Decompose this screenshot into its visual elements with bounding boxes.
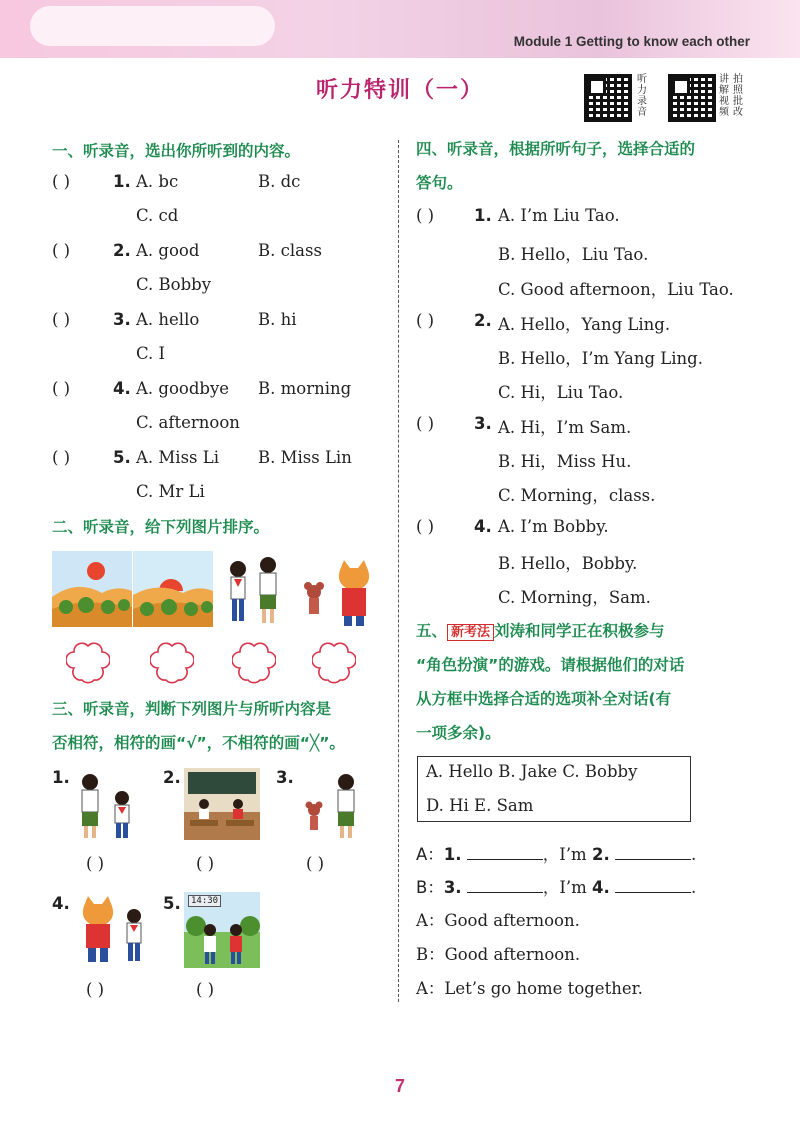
section5-heading-line4: 一项多余)。 [416,724,501,742]
picture-number: 4. [52,894,70,913]
speaker-label: A： [416,845,444,864]
item-number: 4. [474,517,492,536]
option-b: B. class [258,241,322,260]
picture-sunset-landscape [52,551,132,627]
module-title: Module 1 Getting to know each other [513,34,750,49]
order-answer-flower[interactable] [66,640,110,684]
order-answer-flower[interactable] [312,640,356,684]
answer-paren[interactable]: ( ) [52,379,71,398]
picture-mouse-and-girl [300,770,368,840]
item-number: 2. [113,241,131,260]
dialogue-line-4: B：Good afternoon. [416,945,581,964]
dialogue-line-3: A：Good afternoon. [416,911,580,930]
answer-blank[interactable] [467,843,543,860]
option-a: A. Miss Li [136,448,219,467]
option-b: B. Hi，Miss Hu. [498,452,632,471]
option-c: C. cd [136,206,179,225]
picture-classroom [184,768,260,840]
options-row2: D. Hi E. Sam [426,796,534,815]
item-number: 1. [113,172,131,191]
options-row1: A. Hello B. Jake C. Bobby [426,762,638,781]
picture-sunrise-landscape [133,551,213,627]
judge-paren[interactable]: ( ) [196,854,215,873]
qr-label-photo: 拍 照 批 改 [733,74,743,118]
page-title: 听力特训（一） [315,78,484,103]
option-a: A. Hi，I’m Sam. [498,418,632,437]
option-c: C. Good afternoon，Liu Tao. [498,280,734,299]
option-a: A. I’m Liu Tao. [498,206,620,225]
answer-paren[interactable]: ( ) [416,206,435,225]
answer-paren[interactable]: ( ) [416,414,435,433]
dialogue-text: ，I’m [542,845,587,864]
item-number: 3. [474,414,492,433]
blank-number: 4. [592,878,610,897]
judge-paren[interactable]: ( ) [86,854,105,873]
header-pill [30,6,275,46]
option-c: C. Morning，class. [498,486,656,505]
order-answer-flower[interactable] [232,640,276,684]
blank-number: 3. [443,878,462,897]
answer-paren[interactable]: ( ) [52,241,71,260]
qr-label-listening: 听 力 录 音 [637,74,647,118]
blank-number: 2. [591,845,610,864]
answer-paren[interactable]: ( ) [416,311,435,330]
picture-number: 5. [163,894,181,913]
dialogue-line-5: A：Let’s go home together. [416,979,643,998]
new-format-tag: 新考法 [447,624,494,641]
option-a: A. Hello，Yang Ling. [498,315,671,334]
dialogue-text: ，I’m [542,878,587,897]
option-a: A. goodbye [136,379,230,398]
option-b: B. morning [258,379,352,398]
order-answer-flower[interactable] [150,640,194,684]
item-number: 5. [113,448,131,467]
page-number: 7 [394,1076,405,1096]
item-number: 1. [474,206,492,225]
answer-blank[interactable] [615,843,691,860]
dialogue-line-2: B：3. ，I’m 4. . [416,878,697,897]
section2-heading: 二、听录音，给下列图片排序。 [52,518,270,536]
picture-girl-and-boy [72,770,144,840]
section3-heading-line1: 三、听录音，判断下列图片与所听内容是 [52,700,332,718]
qr-code-video[interactable] [668,74,716,122]
option-c: C. Bobby [136,275,212,294]
picture-number: 1. [52,768,70,787]
section5-heading-line2: “角色扮演”的游戏。请根据他们的对话 [416,656,685,674]
answer-paren[interactable]: ( ) [52,172,71,191]
qr-label-video: 讲 解 视 频 [719,74,729,118]
picture-mouse-and-cat [296,556,376,628]
option-b: B. Hello，I’m Yang Ling. [498,349,703,368]
item-number: 3. [113,310,131,329]
answer-paren[interactable]: ( ) [416,517,435,536]
speaker-label: B： [416,878,444,897]
option-a: A. bc [136,172,179,191]
item-number: 4. [113,379,131,398]
answer-paren[interactable]: ( ) [52,310,71,329]
answer-paren[interactable]: ( ) [52,448,71,467]
option-c: C. afternoon [136,413,240,432]
option-b: B. Hello，Bobby. [498,554,638,573]
option-c: C. Hi，Liu Tao. [498,383,624,402]
clock-display: 14:30 [188,895,221,907]
picture-two-children [216,553,292,627]
section5-prefix: 五、 [416,622,448,640]
section3-heading-line2: 否相符，相符的画“√”，不相符的画“╳”。 [52,734,345,752]
option-a: A. hello [136,310,200,329]
option-b: B. Hello，Liu Tao. [498,245,649,264]
option-c: C. Morning，Sam. [498,588,651,607]
column-divider [398,140,399,1002]
option-b: B. Miss Lin [258,448,352,467]
section1-heading: 一、听录音，选出你所听到的内容。 [52,142,301,160]
judge-paren[interactable]: ( ) [306,854,325,873]
judge-paren[interactable]: ( ) [196,980,215,999]
section5-heading-line1 [416,616,665,648]
picture-number: 2. [163,768,181,787]
option-a: A. good [136,241,200,260]
option-c: C. Mr Li [136,482,205,501]
option-b: B. dc [258,172,301,191]
answer-blank[interactable] [467,876,543,893]
section4-heading-line2: 答句。 [416,174,463,192]
judge-paren[interactable]: ( ) [86,980,105,999]
blank-number: 1. [443,845,462,864]
section4-heading-line1: 四、听录音，根据所听句子，选择合适的 [416,140,696,158]
section5-line1-text: 刘涛和同学正在积极参与 [494,622,665,640]
option-c: C. I [136,344,166,363]
dialogue-line-1: A：1. ，I’m 2. . [416,845,697,864]
qr-code-listening[interactable] [584,74,632,122]
item-number: 2. [474,311,492,330]
option-b: B. hi [258,310,297,329]
picture-number: 3. [276,768,294,787]
option-a: A. I’m Bobby. [498,517,609,536]
answer-blank[interactable] [615,876,691,893]
section5-heading-line3: 从方框中选择合适的选项补全对话(有 [416,690,672,708]
picture-cat-and-boy [76,892,152,968]
